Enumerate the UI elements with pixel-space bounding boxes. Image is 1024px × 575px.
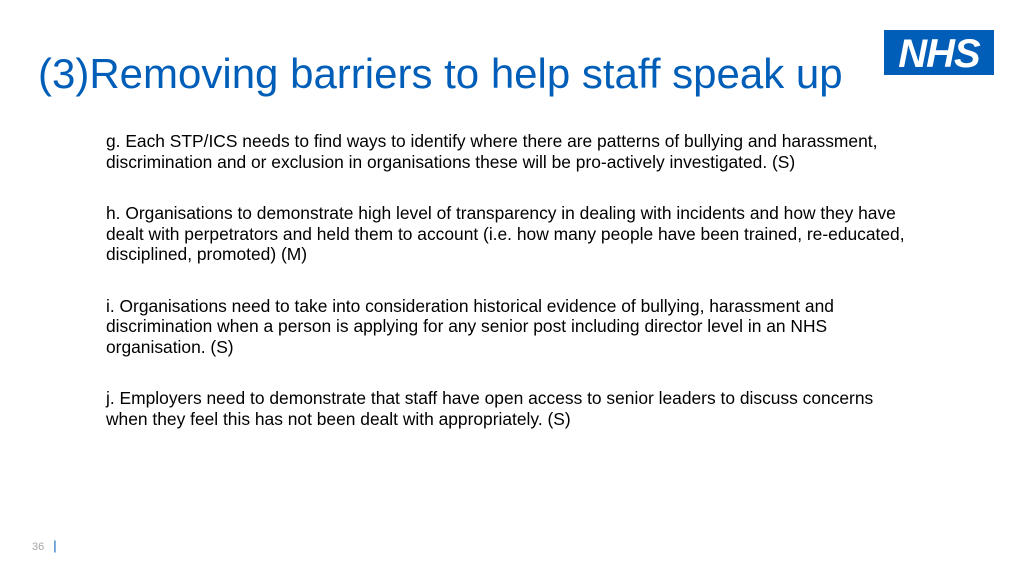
paragraph-j: j. Employers need to demonstrate that staff have open access to senior leaders to discuss concerns when they feel this has not been dealt with appropriately. (S) [106, 388, 874, 429]
logo-text: NHS [898, 32, 980, 75]
page-number: 36 [32, 541, 45, 553]
body-content [106, 131, 906, 460]
slide-footer [32, 538, 57, 555]
paragraph-h: h. Organisations to demonstrate high level of transparency in dealing with incidents and how they have dealt with perpetrators and held them to account (i.e. how many people have been trained, re-educated, disciplined, promoted) (M) [106, 203, 905, 264]
footer-separator: | [53, 538, 57, 553]
nhs-logo-icon [884, 30, 994, 75]
paragraph-g: g. Each STP/ICS needs to find ways to identify where there are patterns of bullying and harassment, discrimination and or exclusion in organisations these will be pro-actively investigated. (S) [106, 131, 878, 172]
paragraph-i: i. Organisations need to take into consideration historical evidence of bullying, harassment and discrimination when a person is applying for any senior post including director level in an NHS organisation. (S) [106, 295, 834, 357]
slide-title: (3)Removing barriers to help staff speak up [38, 50, 843, 97]
